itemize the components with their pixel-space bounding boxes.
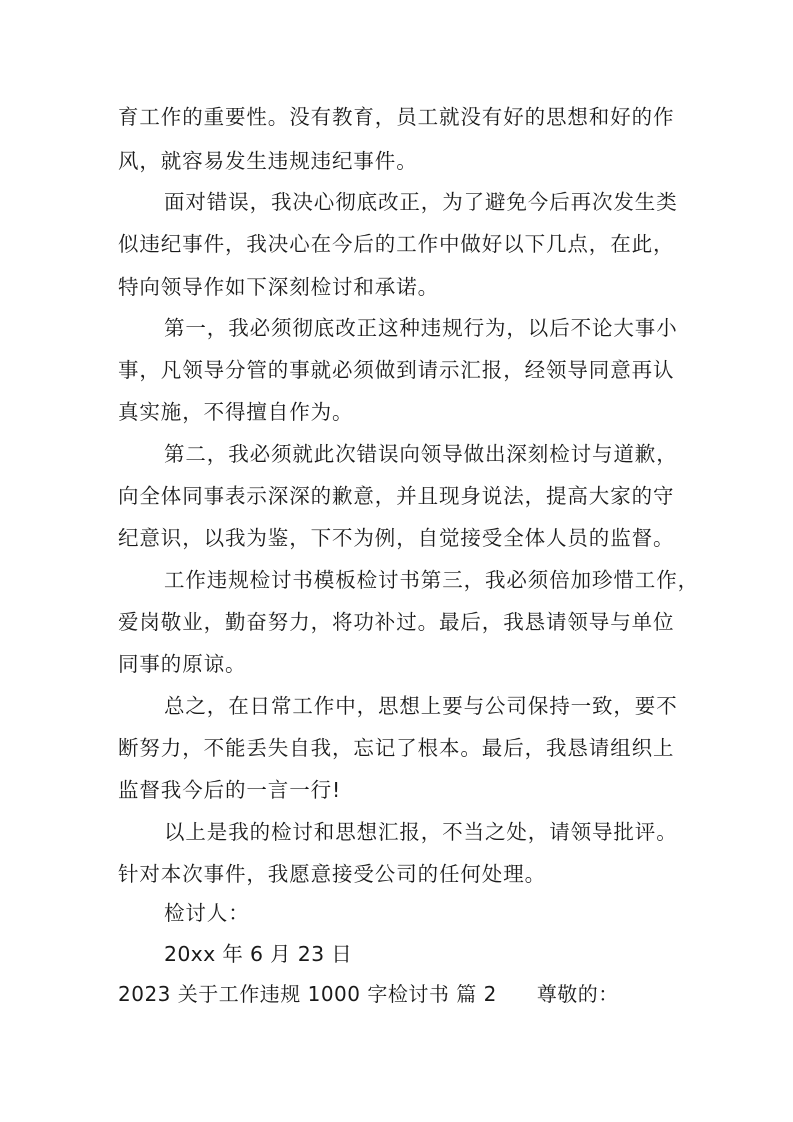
next-heading-title: 2023 关于工作违规 1000 字检讨书 篇 2 [118, 982, 497, 1006]
paragraph-line: 爱岗敬业，勤奋努力，将功补过。最后，我恳请领导与单位 [118, 610, 675, 634]
paragraph-line: 总之，在日常工作中，思想上要与公司保持一致，要不 [164, 694, 678, 718]
paragraph-line: 真实施，不得擅自作为。 [118, 400, 354, 424]
paragraph-line: 特向领导作如下深刻检讨和承诺。 [118, 275, 439, 299]
paragraph-line: 针对本次事件，我愿意接受公司的任何处理。 [118, 862, 546, 886]
signature-label: 检讨人： [164, 901, 250, 925]
paragraph-line: 第二，我必须就此次错误向领导做出深刻检讨与道歉， [164, 442, 678, 466]
paragraph-line: 育工作的重要性。没有教育，员工就没有好的思想和好的作 [118, 105, 675, 129]
paragraph-line: 同事的原谅。 [118, 652, 247, 676]
signature-date: 20xx 年 6 月 23 日 [164, 942, 353, 966]
paragraph-line: 似违纪事件，我决心在今后的工作中做好以下几点，在此， [118, 232, 675, 256]
paragraph-line: 第一，我必须彻底改正这种违规行为，以后不论大事小 [164, 316, 678, 340]
paragraph-line: 纪意识，以我为鉴，下不为例，自觉接受全体人员的监督。 [118, 526, 675, 550]
paragraph-line: 面对错误，我决心彻底改正，为了避免今后再次发生类 [164, 190, 678, 214]
paragraph-line: 事，凡领导分管的事就必须做到请示汇报，经领导同意再认 [118, 358, 675, 382]
paragraph-line: 以上是我的检讨和思想汇报，不当之处，请领导批评。 [164, 820, 678, 844]
paragraph-line: 风，就容易发生违规违纪事件。 [118, 149, 418, 173]
next-section-heading [118, 982, 619, 1006]
next-salutation: 尊敬的： [536, 982, 619, 1006]
paragraph-line: 工作违规检讨书模板检讨书第三，我必须倍加珍惜工作， [164, 568, 699, 592]
paragraph-line: 监督我今后的一言一行! [118, 778, 342, 802]
paragraph-line: 断努力，不能丢失自我，忘记了根本。最后，我恳请组织上 [118, 736, 675, 760]
paragraph-line: 向全体同事表示深深的歉意，并且现身说法，提高大家的守 [118, 484, 675, 508]
